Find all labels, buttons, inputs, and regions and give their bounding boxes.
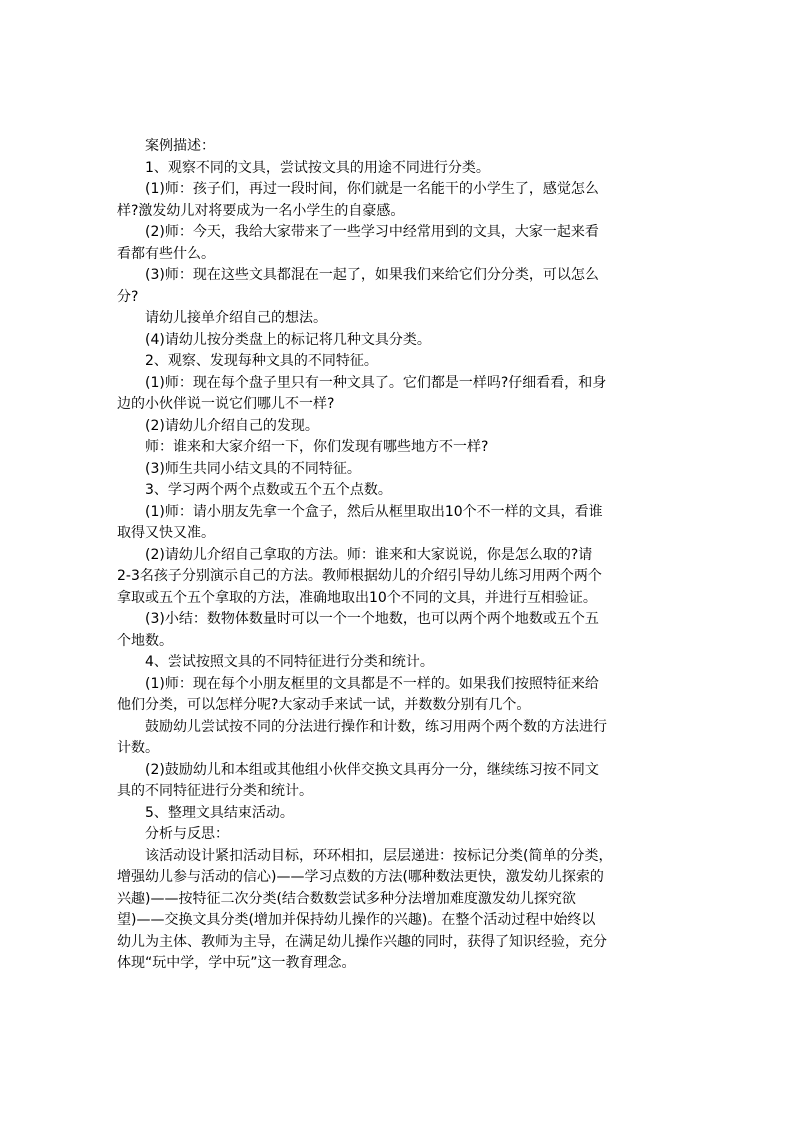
text-line: 该活动设计紧扣活动目标，环环相扣，层层递进：按标记分类(简单的分类， <box>145 847 613 864</box>
text-line: (1)师：孩子们，再过一段时间，你们就是一名能干的小学生了，感觉怎么 <box>145 181 599 197</box>
text-line: 2-3名孩子分别演示自己的方法。教师根据幼儿的介绍引导幼儿练习用两个两个 <box>117 568 602 584</box>
text-line: 体现“玩中学，学中玩”这一教育理念。 <box>117 955 356 971</box>
text-line: (1)师：请小朋友先拿一个盒子，然后从框里取出10个不一样的文具，看谁 <box>145 503 603 520</box>
text-line: 边的小伙伴说一说它们哪儿不一样? <box>117 396 335 412</box>
text-line: (2)鼓励幼儿和本组或其他组小伙伴交换文具再分一分，继续练习按不同文 <box>145 761 599 778</box>
text-line: 3、学习两个两个点数或五个五个点数。 <box>145 482 392 498</box>
document-body <box>117 136 677 975</box>
text-line: 望)——交换文具分类(增加并保持幼儿操作的兴趣)。在整个活动过程中始终以 <box>117 912 596 928</box>
text-line: (1)师：现在每个盘子里只有一种文具了。它们都是一样吗?仔细看看，和身 <box>145 374 607 391</box>
text-line: 分析与反思： <box>145 826 229 842</box>
text-line: (2)请幼儿介绍自己拿取的方法。师：谁来和大家说说，你是怎么取的?请 <box>145 546 593 563</box>
text-line: 2、观察、发现每种文具的不同特征。 <box>145 353 378 369</box>
text-line: 个地数。 <box>117 632 173 649</box>
text-line: 样?激发幼儿对将要成为一名小学生的自豪感。 <box>117 202 405 219</box>
text-line: 鼓励幼儿尝试按不同的分法进行操作和计数，练习用两个两个数的方法进行 <box>145 718 607 735</box>
text-line: 1、观察不同的文具，尝试按文具的用途不同进行分类。 <box>145 159 490 176</box>
text-line: (3)师：现在这些文具都混在一起了，如果我们来给它们分分类，可以怎么 <box>145 267 599 283</box>
text-line: (4)请幼儿按分类盘上的标记将几种文具分类。 <box>145 331 431 348</box>
text-line: (2)师：今天，我给大家带来了一些学习中经常用到的文具，大家一起来看 <box>145 224 599 240</box>
text-line: 幼儿为主体、教师为主导，在满足幼儿操作兴趣的同时，获得了知识经验，充分 <box>117 933 607 950</box>
text-line: 4、尝试按照文具的不同特征进行分类和统计。 <box>145 654 434 670</box>
text-line: 拿取或五个五个拿取的方法，准确地取出10个不同的文具，并进行互相验证。 <box>117 589 597 606</box>
text-line: 师：谁来和大家介绍一下，你们发现有哪些地方不一样? <box>145 439 489 455</box>
text-line: 兴趣)——按特征二次分类(结合数数尝试多种分法增加难度激发幼儿探究欲 <box>117 890 576 907</box>
text-line: 5、整理文具结束活动。 <box>145 804 294 821</box>
text-line: 具的不同特征进行分类和统计。 <box>117 783 313 799</box>
text-line: (2)请幼儿介绍自己的发现。 <box>145 417 319 434</box>
text-line: 增强幼儿参与活动的信心)——学习点数的方法(哪种数法更快，激发幼儿探索的 <box>117 869 604 885</box>
text-line: (3)师生共同小结文具的不同特征。 <box>145 460 361 477</box>
text-line: (3)小结：数物体数量时可以一个一个地数，也可以两个两个地数或五个五 <box>145 611 599 627</box>
text-line: 他们分类，可以怎样分呢?大家动手来试一试，并数数分别有几个。 <box>117 697 531 713</box>
text-line: 案例描述： <box>145 138 215 154</box>
text-line: 计数。 <box>117 740 159 756</box>
text-line: 请幼儿接单介绍自己的想法。 <box>145 310 327 326</box>
text-line: 取得又快又准。 <box>117 525 215 541</box>
text-line: 看都有些什么。 <box>117 245 215 262</box>
text-line: (1)师：现在每个小朋友框里的文具都是不一样的。如果我们按照特征来给 <box>145 675 599 692</box>
text-line: 分? <box>117 288 139 305</box>
